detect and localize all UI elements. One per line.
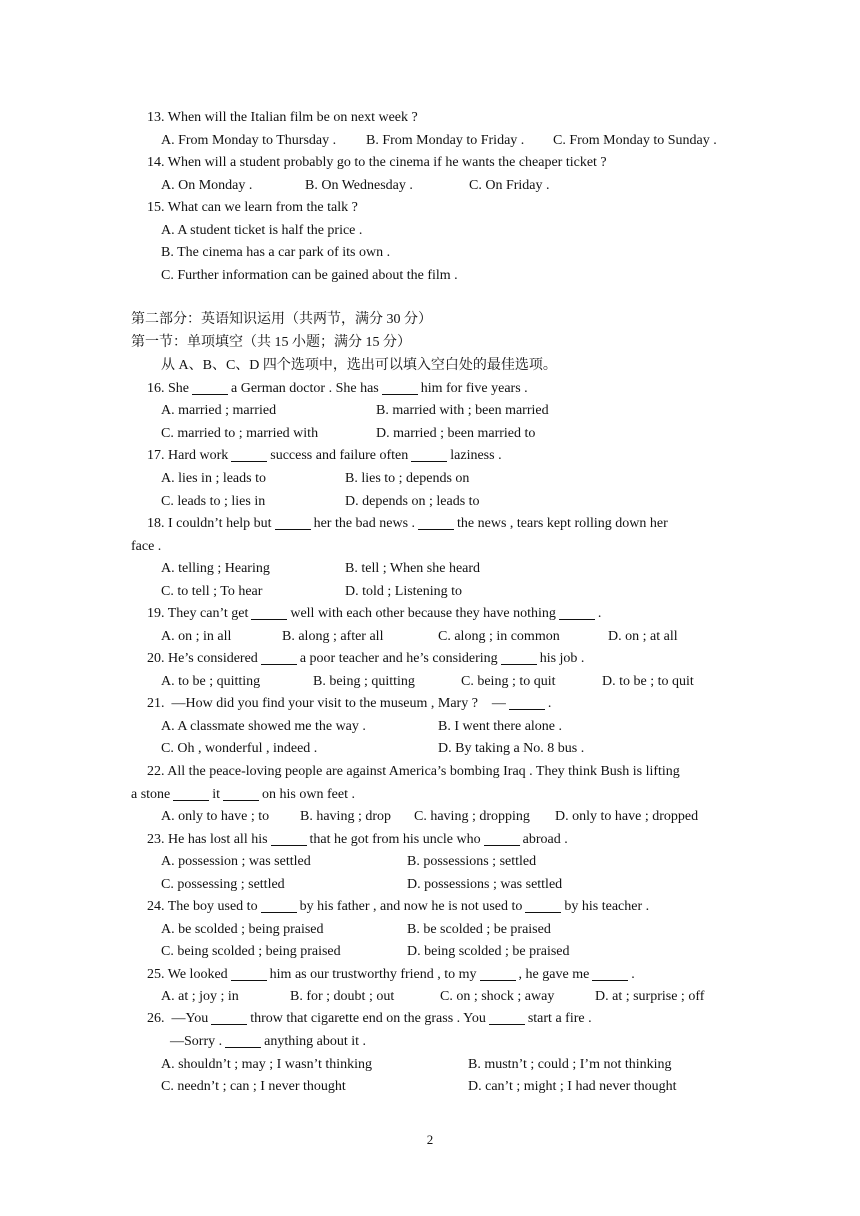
q13-option-a: A. From Monday to Thursday .	[161, 133, 337, 148]
q15-stem: 15. What can we learn from the talk ?	[147, 200, 358, 215]
q26-option-a: A. shouldn’t ; may ; I wasn’t thinking	[161, 1057, 373, 1072]
q16-stem: 16. She a German doctor . She has him for five years .	[147, 381, 528, 396]
q13-option-c: C. From Monday to Sunday .	[553, 133, 717, 148]
q25-option-c: C. on ; shock ; away	[440, 989, 555, 1004]
q24-option-b: B. be scolded ; be praised	[407, 922, 551, 937]
q19-option-c: C. along ; in common	[438, 629, 560, 644]
q26-option-b: B. mustn’t ; could ; I’m not thinking	[468, 1057, 672, 1072]
q26-option-c: C. needn’t ; can ; I never thought	[161, 1079, 346, 1094]
q22-stem: 22. All the peace-loving people are against America’s bombing Iraq . They think Bush is lifting	[147, 764, 680, 779]
q17-option-c: C. leads to ; lies in	[161, 494, 266, 509]
q13-stem: 13. When will the Italian film be on next week ?	[147, 110, 418, 125]
q17-option-a: A. lies in ; leads to	[161, 471, 266, 486]
q18-option-c: C. to tell ; To hear	[161, 584, 263, 599]
answer-blank	[480, 966, 516, 981]
answer-blank	[559, 605, 595, 620]
q21-option-a: A. A classmate showed me the way .	[161, 719, 366, 734]
q16-option-b: B. married with ; been married	[376, 403, 549, 418]
answer-blank	[211, 1010, 247, 1025]
q24-option-c: C. being scolded ; being praised	[161, 944, 341, 959]
q17-option-d: D. depends on ; leads to	[345, 494, 480, 509]
answer-blank	[223, 786, 259, 801]
q20-option-a: A. to be ; quitting	[161, 674, 261, 689]
answer-blank	[501, 650, 537, 665]
q19-option-b: B. along ; after all	[282, 629, 384, 644]
q14-option-a: A. On Monday .	[161, 178, 253, 193]
answer-blank	[261, 898, 297, 913]
q23-option-d: D. possessions ; was settled	[407, 877, 563, 892]
q18-option-a: A. telling ; Hearing	[161, 561, 270, 576]
q19-option-a: A. on ; in all	[161, 629, 232, 644]
q25-option-b: B. for ; doubt ; out	[290, 989, 395, 1004]
q24-option-d: D. being scolded ; be praised	[407, 944, 570, 959]
q24-stem: 24. The boy used to by his father , and now he is not used to by his teacher .	[147, 899, 650, 914]
q23-stem: 23. He has lost all his that he got from his uncle who abroad .	[147, 832, 568, 847]
answer-blank	[225, 1033, 261, 1048]
answer-blank	[271, 831, 307, 846]
q25-option-d: D. at ; surprise ; off	[595, 989, 705, 1004]
q22-stem-continued: a stone it on his own feet .	[131, 787, 355, 802]
q20-option-b: B. being ; quitting	[313, 674, 415, 689]
q17-stem: 17. Hard work success and failure often laziness .	[147, 448, 502, 463]
answer-blank	[275, 515, 311, 530]
q26-response: —Sorry . anything about it .	[170, 1034, 367, 1049]
part2-heading: 第二部分：英语知识运用（共两节，满分 30 分）	[131, 312, 432, 327]
q16-option-c: C. married to ; married with	[161, 426, 319, 441]
answer-blank	[192, 380, 228, 395]
q20-option-d: D. to be ; to quit	[602, 674, 694, 689]
q14-option-c: C. On Friday .	[469, 178, 550, 193]
q26-stem: 26. —You throw that cigarette end on the grass . You start a fire .	[147, 1011, 592, 1026]
answer-blank	[173, 786, 209, 801]
q26-option-d: D. can’t ; might ; I had never thought	[468, 1079, 677, 1094]
q23-option-c: C. possessing ; settled	[161, 877, 285, 892]
q20-option-c: C. being ; to quit	[461, 674, 556, 689]
q22-option-a: A. only to have ; to	[161, 809, 270, 824]
q22-option-b: B. having ; drop	[300, 809, 391, 824]
q15-option-b: B. The cinema has a car park of its own .	[161, 245, 391, 260]
answer-blank	[592, 966, 628, 981]
q16-option-d: D. married ; been married to	[376, 426, 536, 441]
section1-heading: 第一节：单项填空（共 15 小题；满分 15 分）	[131, 335, 411, 350]
q23-option-a: A. possession ; was settled	[161, 854, 311, 869]
answer-blank	[489, 1010, 525, 1025]
q13-option-b: B. From Monday to Friday .	[366, 133, 525, 148]
q22-option-c: C. having ; dropping	[414, 809, 530, 824]
q16-option-a: A. married ; married	[161, 403, 277, 418]
q14-stem: 14. When will a student probably go to the cinema if he wants the cheaper ticket ?	[147, 155, 607, 170]
q18-stem-continued: face .	[131, 539, 162, 554]
q21-option-b: B. I went there alone .	[438, 719, 563, 734]
q21-stem: 21. —How did you find your visit to the museum , Mary ? — .	[147, 696, 552, 711]
q18-option-b: B. tell ; When she heard	[345, 561, 481, 576]
q19-stem: 19. They can’t get well with each other because they have nothing .	[147, 606, 602, 621]
answer-blank	[509, 695, 545, 710]
page-number: 2	[426, 1132, 434, 1147]
q22-option-d: D. only to have ; dropped	[555, 809, 699, 824]
q18-stem: 18. I couldn’t help but her the bad news . the news , tears kept rolling down her	[147, 516, 668, 531]
answer-blank	[484, 831, 520, 846]
answer-blank	[231, 447, 267, 462]
q14-option-b: B. On Wednesday .	[305, 178, 413, 193]
q24-option-a: A. be scolded ; being praised	[161, 922, 324, 937]
q21-option-c: C. Oh , wonderful , indeed .	[161, 741, 318, 756]
q15-option-a: A. A student ticket is half the price .	[161, 223, 363, 238]
answer-blank	[411, 447, 447, 462]
q18-option-d: D. told ; Listening to	[345, 584, 463, 599]
answer-blank	[382, 380, 418, 395]
answer-blank	[231, 966, 267, 981]
q17-option-b: B. lies to ; depends on	[345, 471, 470, 486]
section1-instruction: 从 A、B、C、D 四个选项中，选出可以填入空白处的最佳选项。	[161, 358, 557, 373]
q25-stem: 25. We looked him as our trustworthy friend , to my , he gave me .	[147, 967, 635, 982]
q20-stem: 20. He’s considered a poor teacher and he’s considering his job .	[147, 651, 585, 666]
q15-option-c: C. Further information can be gained about the film .	[161, 268, 458, 283]
answer-blank	[525, 898, 561, 913]
q25-option-a: A. at ; joy ; in	[161, 989, 239, 1004]
answer-blank	[261, 650, 297, 665]
q23-option-b: B. possessions ; settled	[407, 854, 537, 869]
q21-option-d: D. By taking a No. 8 bus .	[438, 741, 585, 756]
answer-blank	[251, 605, 287, 620]
q19-option-d: D. on ; at all	[608, 629, 678, 644]
answer-blank	[418, 515, 454, 530]
